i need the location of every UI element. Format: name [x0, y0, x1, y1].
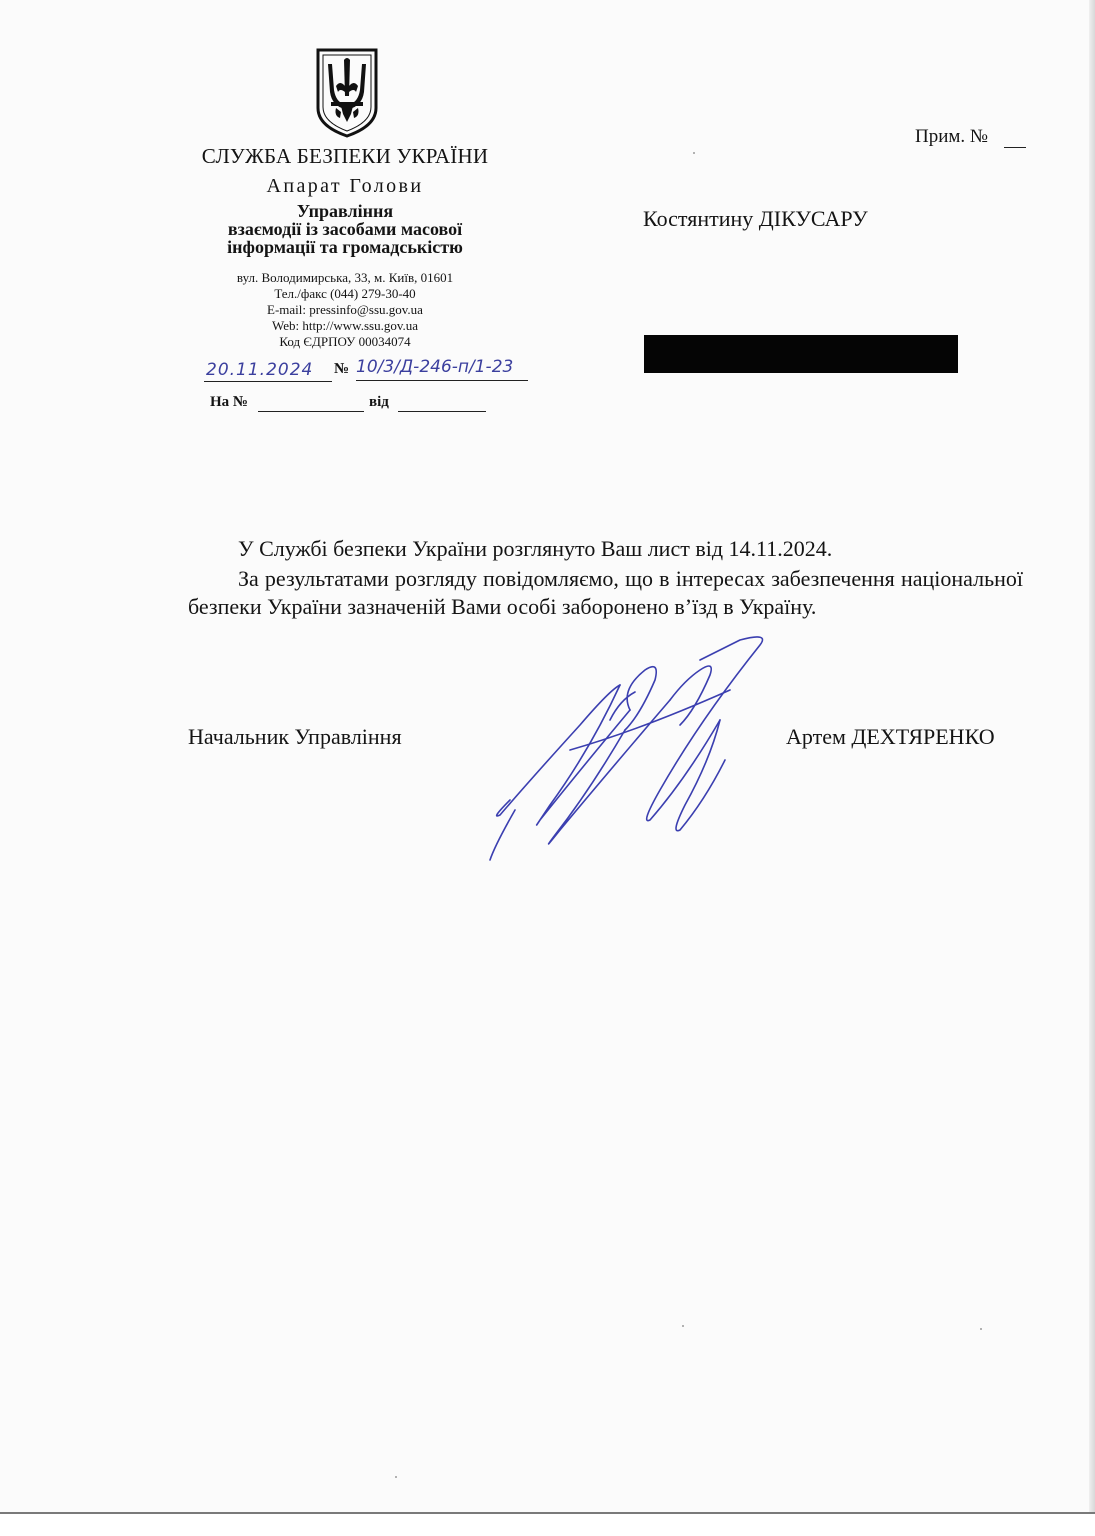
body-paragraph-2: За результатами розгляду повідомляємо, що в інтересах забезпечення національної безпеки України зазначеній Вами особі заборонено в’їзд в Україну.	[188, 566, 1023, 619]
addressee-name: Костянтину ДІКУСАРУ	[643, 206, 868, 231]
outgoing-date: 20.11.2024	[206, 360, 314, 380]
department-subtitle-line-2: інформації та громадськістю	[227, 237, 463, 257]
department-subtitle-line-1: взаємодії із засобами масової	[227, 219, 463, 239]
copy-number-blank	[1004, 147, 1026, 148]
trident-coat-of-arms-icon	[314, 46, 380, 138]
email-address: E-mail: pressinfo@ssu.gov.ua	[267, 302, 423, 317]
outgoing-number-underline	[356, 380, 528, 381]
reply-to-number-label: На №	[210, 394, 248, 410]
reply-to-date-label: від	[369, 394, 389, 410]
postal-address: вул. Володимирська, 33, м. Київ, 01601	[236, 270, 454, 285]
outgoing-date-underline	[204, 381, 332, 382]
scan-speck	[395, 1476, 397, 1478]
outgoing-number-sign: №	[334, 361, 350, 377]
body-paragraph-1: У Службі безпеки України розглянуто Ваш лист від 14.11.2024.	[238, 536, 833, 561]
website: Web: http://www.ssu.gov.ua	[271, 318, 419, 333]
copy-number-label: Прим. №	[915, 126, 989, 147]
signer-title: Начальник Управління	[188, 724, 402, 749]
page-right-edge	[1089, 0, 1095, 1536]
outgoing-number: 10/3/Д-246-п/1-23	[356, 357, 514, 377]
handwritten-signature	[470, 630, 790, 870]
apparatus-name: Апарат Голови	[266, 175, 424, 197]
reply-to-number-blank	[258, 411, 364, 412]
tel-fax: Тел./факс (044) 279-30-40	[274, 286, 416, 301]
scan-speck	[693, 152, 695, 154]
scan-speck	[682, 1325, 684, 1327]
department-title: Управління	[296, 201, 394, 221]
signer-name: Артем ДЕХТЯРЕНКО	[786, 724, 995, 749]
scan-speck	[980, 1328, 982, 1330]
scan-margin	[0, 1514, 1095, 1536]
redaction-bar	[644, 335, 958, 373]
organization-name: СЛУЖБА БЕЗПЕКИ УКРАЇНИ	[201, 144, 489, 168]
reply-to-date-blank	[398, 411, 486, 412]
edrpou-code: Код ЄДРПОУ 00034074	[279, 334, 411, 349]
